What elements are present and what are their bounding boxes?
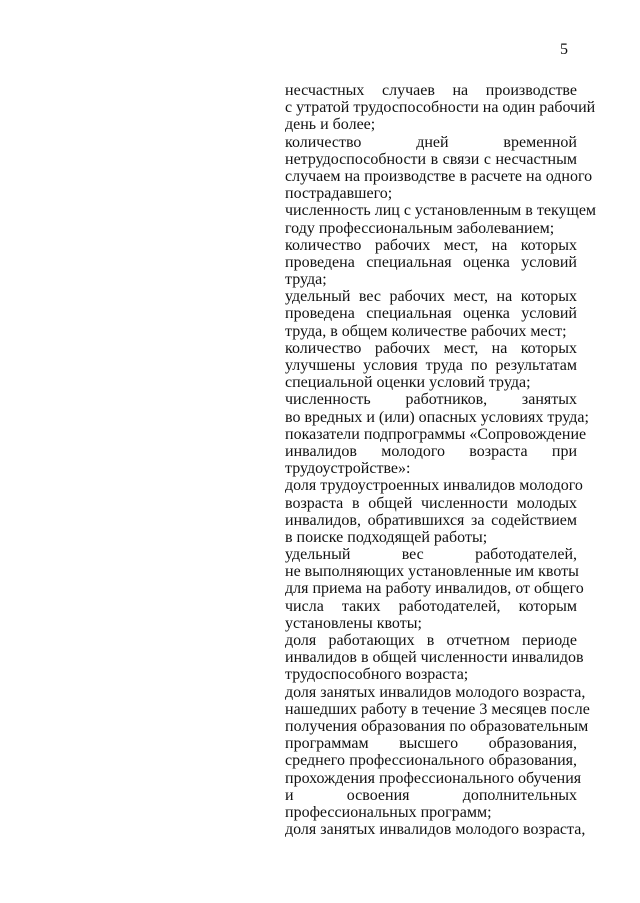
text-line: улучшены условия труда по результатам (285, 357, 577, 374)
text-line: в поиске подходящей работы; (285, 528, 488, 546)
text-line: инвалидов в общей численности инвалидов (285, 649, 584, 667)
text-line: получения образования по образовательным (285, 717, 589, 735)
text-line: установлены квоты; (285, 614, 422, 632)
text-line: с утратой трудоспособности на один рабочий (285, 99, 596, 117)
text-line: доля занятых инвалидов молодого возраста, (285, 683, 586, 701)
text-line: для приема на работу инвалидов, от общего (285, 580, 584, 598)
text-line: удельный вес работодателей, (285, 546, 577, 564)
text-line: труда, в общем количестве рабочих мест; (285, 322, 567, 340)
text-line: нашедших работу в течение 3 месяцев после (285, 700, 590, 718)
text-line: и освоения дополнительных (285, 786, 577, 804)
text-line: инвалидов молодого возраста при (285, 442, 577, 460)
text-line: удельный вес рабочих мест, на которых (285, 288, 577, 306)
text-line: проведена специальная оценка условий (285, 305, 577, 323)
text-line: несчастных случаев на производстве (285, 82, 577, 99)
text-line: случаем на производстве в расчете на одного (285, 167, 593, 185)
text-line: количество дней временной (285, 133, 577, 151)
text-line: инвалидов, обратившихся за содействием (285, 511, 577, 529)
text-line: количество рабочих мест, на которых (285, 339, 577, 357)
text-line: во вредных и (или) опасных условиях труда; (285, 408, 589, 426)
text-line: численность лиц с установленным в текущем (285, 202, 597, 220)
text-line: доля работающих в отчетном периоде (285, 632, 577, 649)
text-line: году профессиональным заболеванием; (285, 219, 555, 237)
text-line: трудоспособного возраста; (285, 666, 469, 684)
text-line: возраста в общей численности молодых (285, 494, 577, 512)
text-line: не выполняющих установленные им квоты (285, 563, 579, 581)
text-line: доля занятых инвалидов молодого возраста, (285, 821, 586, 839)
text-line: программам высшего образования, (285, 735, 577, 753)
text-line: день и более; (285, 116, 376, 134)
text-line: прохождения профессионального обучения (285, 769, 582, 787)
text-line: проведена специальная оценка условий (285, 253, 577, 271)
text-line: пострадавшего; (285, 185, 393, 203)
text-line: доля трудоустроенных инвалидов молодого (285, 477, 583, 495)
text-line: численность работников, занятых (285, 391, 577, 409)
body-text-column (285, 82, 597, 839)
text-line: специальной оценки условий труда; (285, 374, 531, 392)
text-line: профессиональных программ; (285, 803, 492, 821)
page-number: 5 (560, 41, 568, 58)
text-line: труда; (285, 271, 327, 289)
text-line: нетрудоспособности в связи с несчастным (285, 150, 577, 168)
text-line: среднего профессионального образования, (285, 752, 577, 770)
text-line: числа таких работодателей, которым (285, 597, 577, 615)
text-line: показатели подпрограммы «Сопровождение (285, 425, 587, 443)
text-line: количество рабочих мест, на которых (285, 236, 577, 254)
text-line: трудоустройстве»: (285, 460, 411, 478)
